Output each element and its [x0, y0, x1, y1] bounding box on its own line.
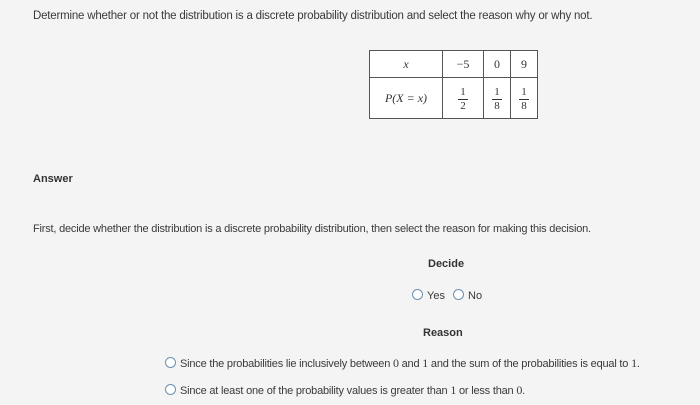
fraction — [519, 87, 529, 112]
math-number: 1 — [450, 383, 457, 397]
reason-text: and — [398, 358, 423, 370]
reason-option-2[interactable] — [165, 383, 525, 398]
fraction-denominator: 8 — [494, 100, 500, 112]
fraction — [458, 87, 468, 112]
x-value: 0 — [484, 51, 511, 78]
fraction-numerator: 1 — [521, 86, 527, 98]
decide-option-no[interactable] — [453, 289, 482, 302]
fraction-denominator: 8 — [521, 100, 527, 112]
radio-button-no[interactable] — [453, 289, 464, 300]
math-number: 1 — [631, 356, 637, 370]
reason-text: . — [522, 385, 525, 397]
math-number: 0 — [516, 383, 523, 397]
probability-cell — [484, 78, 511, 119]
probability-cell — [443, 78, 484, 119]
reason-text: Since at least one of the probability values is greater than — [180, 385, 451, 397]
x-value: −5 — [443, 51, 484, 78]
probability-header: P(X = x) — [370, 78, 443, 119]
fraction-numerator: 1 — [494, 86, 500, 98]
option-label: No — [468, 290, 483, 302]
reason-text: Since the probabilities lie inclusively between — [180, 358, 393, 370]
distribution-table — [369, 50, 538, 119]
radio-button[interactable] — [165, 384, 176, 395]
fraction — [492, 87, 502, 112]
question-text: Determine whether or not the distribution is a discrete probability distribution and select the reason why or why not. — [33, 10, 593, 22]
math-number: 1 — [422, 356, 429, 370]
math-number: 0 — [392, 356, 399, 370]
reason-option-1[interactable] — [165, 356, 640, 371]
fraction-denominator: 2 — [460, 100, 466, 112]
radio-button[interactable] — [165, 357, 176, 368]
table-row — [370, 51, 538, 78]
reason-text: or less than — [456, 385, 517, 397]
instruction-text: First, decide whether the distribution is a discrete probability distribution, then select the reason for making this decision. — [33, 223, 591, 235]
x-header: x — [370, 51, 443, 78]
reason-text: and the sum of the probabilities is equal to — [428, 358, 632, 370]
reason-label: Reason — [423, 327, 463, 339]
decide-option-yes[interactable] — [412, 289, 445, 302]
option-label: Yes — [427, 290, 445, 302]
radio-button-yes[interactable] — [412, 289, 423, 300]
probability-cell — [511, 78, 538, 119]
x-value: 9 — [511, 51, 538, 78]
fraction-numerator: 1 — [460, 86, 466, 98]
reason-text: . — [636, 358, 640, 370]
decide-label: Decide — [428, 258, 465, 270]
table-row — [370, 78, 538, 119]
answer-label: Answer — [33, 173, 73, 185]
decide-radio-group — [412, 289, 487, 302]
